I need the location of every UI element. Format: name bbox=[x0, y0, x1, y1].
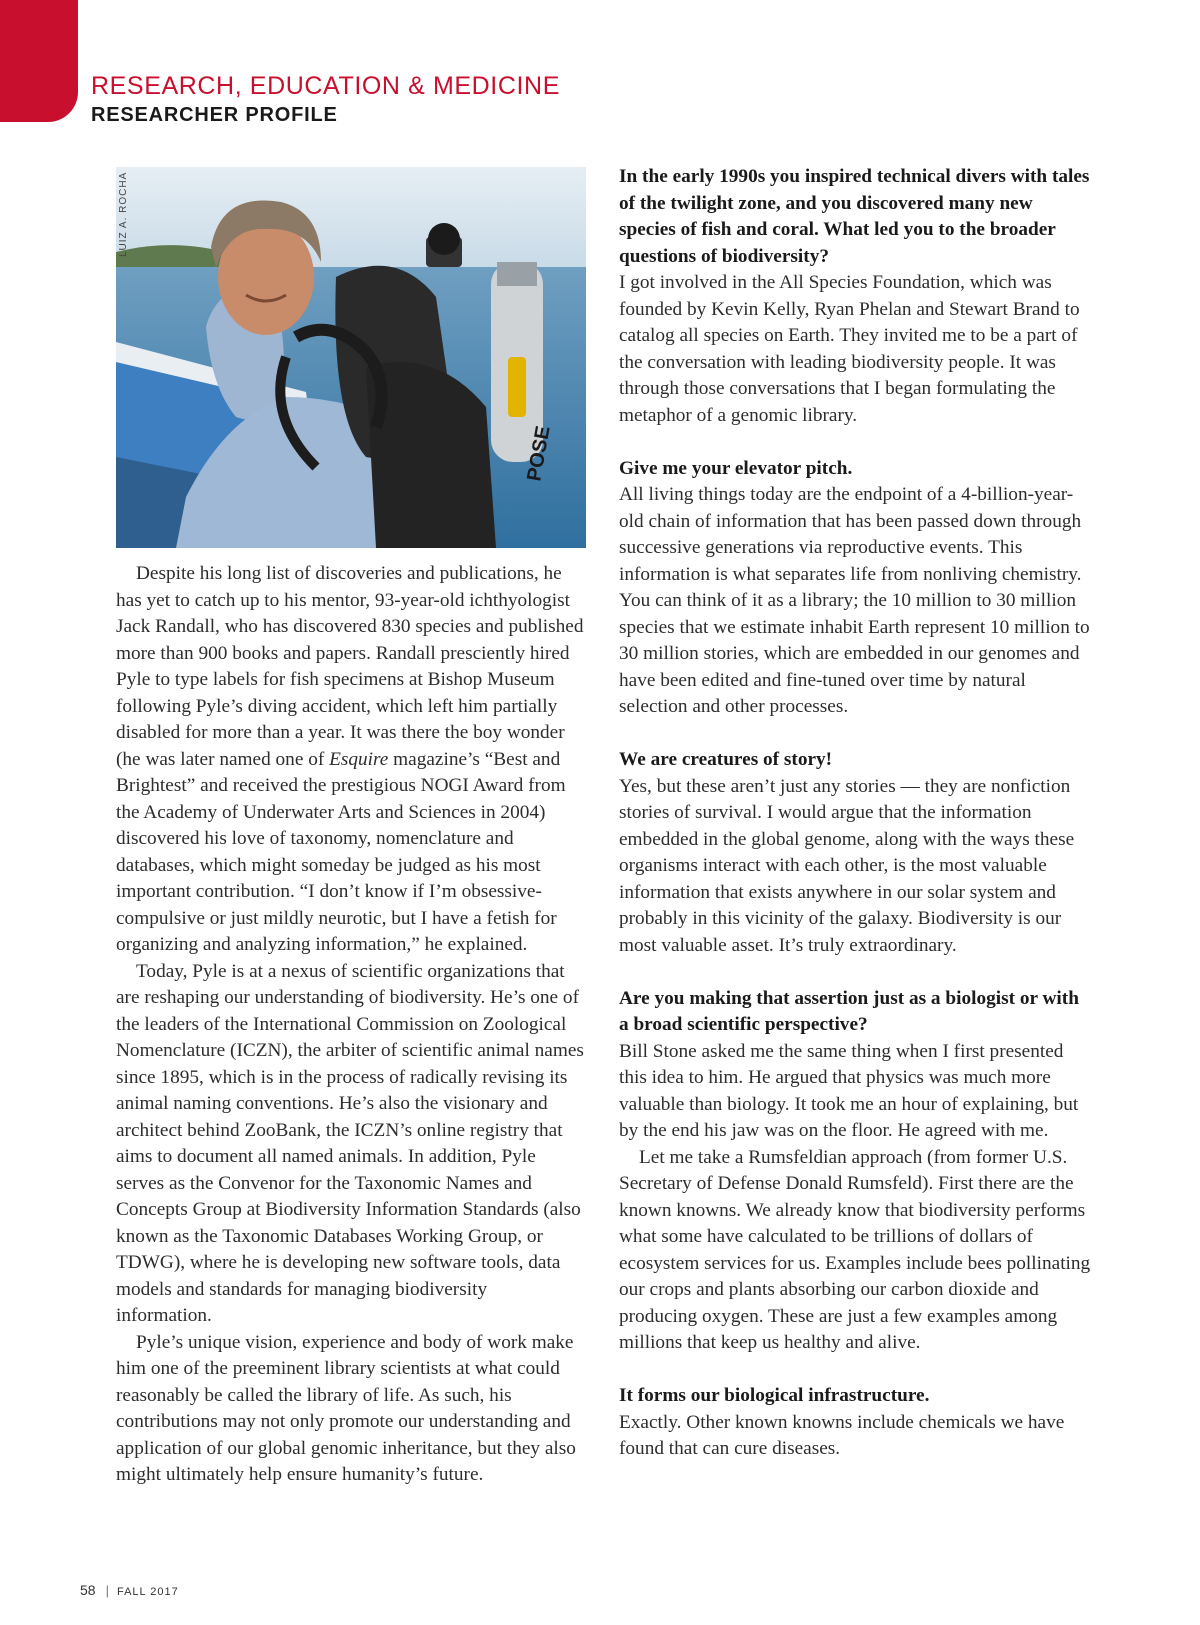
interview-question: It forms our biological infrastructure. bbox=[619, 1385, 930, 1406]
qa-block bbox=[619, 986, 1091, 1357]
interview-question: We are creatures of story! bbox=[619, 749, 833, 770]
article-paragraph: Pyle’s unique vision, experience and body of work make him one of the preeminent library scientists at what could reasonably be called the library of life. As such, his contributions may not only promote our understanding and application of our global genomic inheritance, but they also might ultimately help ensure humanity’s future. bbox=[116, 1331, 576, 1485]
qa-block bbox=[619, 164, 1091, 429]
interview-answer: Yes, but these aren’t just any stories — they are nonfiction stories of survival. I would argue that the information embedded in the global genome, along with the ways these organisms interact with each other, is the most valuable information that exists anywhere in our solar system and probably in this vicinity of the galaxy. Biodiversity is our most valuable asset. It’s truly extraordinary. bbox=[619, 775, 1075, 956]
article-paragraph: Despite his long list of discoveries and publications, he has yet to catch up to his mentor, 93-year-old ichthyologist Jack Randall, who has discovered 830 species and published more than 900 books and papers. Randall presciently hired Pyle to type labels for fish specimens at Bishop Museum following Pyle’s diving accident, which left him partially disabled for more than a year. It was there the boy wonder (he was later named one of Esquire magazine’s “Best and Brightest” and received the prestigious NOGI Award from the Academy of Underwater Arts and Sciences in 2004) discovered his love of taxonomy, nomenclature and databases, which might someday be judged as his most important contribution. “I don’t know if I’m obsessive-compulsive or just mildly neurotic, but I have a fetish for organizing and analyzing information,” he explained. bbox=[116, 563, 584, 955]
page-footer bbox=[80, 1582, 179, 1600]
interview-question: Give me your elevator pitch. bbox=[619, 457, 853, 479]
subsection-heading: RESEARCHER PROFILE bbox=[91, 104, 338, 126]
tank-label: POSE bbox=[523, 424, 555, 483]
section-color-tab bbox=[0, 0, 78, 122]
photo-credit: LUIZ A. ROCHA bbox=[118, 172, 129, 258]
magazine-title: Esquire bbox=[329, 748, 389, 770]
issue-label: FALL 2017 bbox=[116, 1586, 179, 1598]
qa-block bbox=[619, 1383, 1091, 1463]
interview-question: Are you making that assertion just as a biologist or with a broad scientific perspective? bbox=[619, 987, 1079, 1035]
interview-answer: Bill Stone asked me the same thing when I first presented this idea to him. He argued that physics was much more valuable than biology. It took me an hour of explaining, but by the end his jaw was on the floor. He agreed with me. bbox=[619, 1040, 1079, 1141]
article-body-left bbox=[116, 561, 586, 1489]
section-heading: RESEARCH, EDUCATION & MEDICINE bbox=[91, 72, 560, 100]
footer-separator: | bbox=[105, 1583, 109, 1598]
page-number: 58 bbox=[80, 1582, 96, 1598]
interview-answer: I got involved in the All Species Foundation, which was founded by Kevin Kelly, Ryan Phelan and Stewart Brand to catalog all species on Earth. They invited me to be a part of the conversation with leading biodiversity people. It was through those conversations that I began formulating the metaphor of a genomic library. bbox=[619, 272, 1080, 426]
interview-answer: Let me take a Rumsfeldian approach (from former U.S. Secretary of Defense Donald Rumsfeld). First there are the known knowns. We already know that biodiversity performs what some have calculated to be trillions of dollars of ecosystem services for us. Examples include bees pollinating our crops and plants absorbing our carbon dioxide and producing oxygen. These are just a few examples among millions that keep us healthy and alive. bbox=[619, 1146, 1091, 1353]
article-paragraph: Today, Pyle is at a nexus of scientific organizations that are reshaping our understanding of biodiversity. He’s one of the leaders of the International Commission on Zoological Nomenclature (ICZN), the arbiter of scientific animal names since 1895, which is in the process of radically revising its animal naming conventions. He’s also the visionary and architect behind ZooBank, the ICZN’s online registry that aims to document all named animals. In addition, Pyle serves as the Convenor for the Taxonomic Names and Concepts Group at Biodiversity Information Standards (also known as the Taxonomic Databases Working Group, or TDWG), where he is developing new software tools, data models and standards for managing biodiversity information. bbox=[116, 960, 584, 1326]
interview-answer: All living things today are the endpoint of a 4-billion-year-old chain of information that has been passed down through successive generations via reproductive events. This information is what separates life from nonliving chemistry. You can think of it as a library; the 10 million to 30 million species that we estimate inhabit Earth represent 10 million to 30 million stories, which are embedded in our genomes and have been edited and fine-tuned over time by natural selection and other processes. bbox=[619, 484, 1090, 717]
interview-question: In the early 1990s you inspired technical divers with tales of the twilight zone, and you discovered many new species of fish and coral. What led you to the broader questions of biodiversity? bbox=[619, 166, 1090, 267]
diver-photo bbox=[116, 167, 586, 548]
qa-block bbox=[619, 747, 1091, 959]
interview-answer: Exactly. Other known knowns include chemicals we have found that can cure diseases. bbox=[619, 1411, 1065, 1459]
qa-block bbox=[619, 456, 1091, 721]
interview-column bbox=[619, 164, 1091, 1463]
